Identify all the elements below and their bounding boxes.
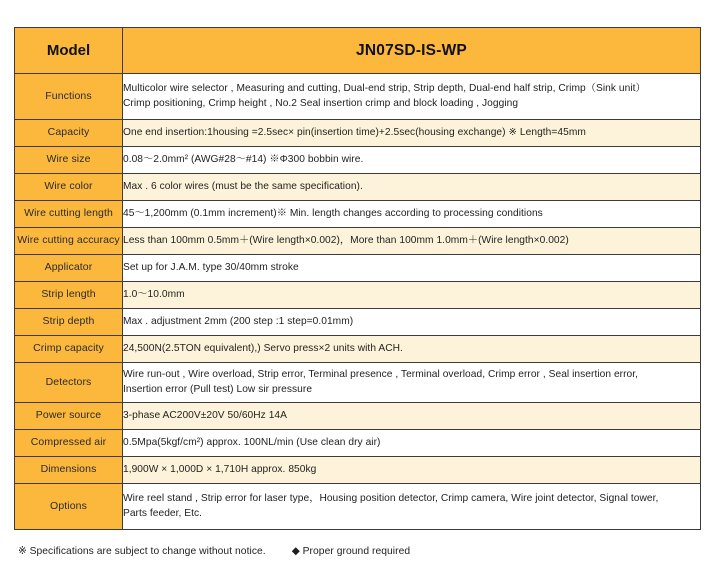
value-line: Crimp positioning, Crimp height , No.2 Seal insertion crimp and block loading , Jogging — [123, 97, 519, 109]
row-value-strip-depth: Max . adjustment 2mm (200 step :1 step=0.01mm) — [123, 309, 701, 336]
table-row-wire-cutting-accuracy — [15, 228, 701, 255]
header-model-cell: JN07SD-IS-WP — [123, 28, 701, 74]
value-line: Multicolor wire selector , Measuring and cutting, Dual-end strip, Strip depth, Dual-end half strip, Crimp（Sink unit） — [123, 82, 646, 94]
row-value-wire-color: Max . 6 color wires (must be the same specification). — [123, 174, 701, 201]
footnote-ground-note: ◆ Proper ground required — [291, 546, 411, 557]
table-row-applicator — [15, 255, 701, 282]
row-label-dimensions: Dimensions — [15, 457, 123, 484]
header-label-cell: Model — [15, 28, 123, 74]
row-value-strip-length: 1.0～10.0mm — [123, 282, 701, 309]
table-row-wire-color — [15, 174, 701, 201]
row-label-wire-cutting-length: Wire cutting length — [15, 201, 123, 228]
row-value-wire-cutting-length: 45～1,200mm (0.1mm increment)※ Min. length changes according to processing conditions — [123, 201, 701, 228]
row-value-detectors — [123, 363, 701, 403]
table-header-row — [15, 28, 701, 74]
row-value-functions — [123, 74, 701, 120]
table-row-strip-length — [15, 282, 701, 309]
row-label-capacity: Capacity — [15, 120, 123, 147]
row-value-power-source: 3-phase AC200V±20V 50/60Hz 14A — [123, 403, 701, 430]
row-label-crimp-capacity: Crimp capacity — [15, 336, 123, 363]
row-label-wire-color: Wire color — [15, 174, 123, 201]
footnote — [18, 545, 410, 557]
table-row-wire-cutting-length — [15, 201, 701, 228]
row-label-detectors: Detectors — [15, 363, 123, 403]
row-value-applicator: Set up for J.A.M. type 30/40mm stroke — [123, 255, 701, 282]
table-row-power-source — [15, 403, 701, 430]
row-label-wire-size: Wire size — [15, 147, 123, 174]
row-label-options: Options — [15, 484, 123, 530]
table-row-capacity — [15, 120, 701, 147]
table-row-compressed-air — [15, 430, 701, 457]
table-row-options — [15, 484, 701, 530]
table-row-detectors — [15, 363, 701, 403]
row-label-compressed-air: Compressed air — [15, 430, 123, 457]
row-value-capacity: One end insertion:1housing =2.5sec× pin(insertion time)+2.5sec(housing exchange) ※ Length=45mm — [123, 120, 701, 147]
table-row-crimp-capacity — [15, 336, 701, 363]
row-value-compressed-air: 0.5Mpa(5kgf/cm²) approx. 100NL/min (Use clean dry air) — [123, 430, 701, 457]
row-value-dimensions: 1,900W × 1,000D × 1,710H approx. 850kg — [123, 457, 701, 484]
value-line: Wire run-out , Wire overload, Strip error, Terminal presence , Terminal overload, Crimp error , Seal insertion error, — [123, 368, 639, 380]
table-row-dimensions — [15, 457, 701, 484]
specification-table — [14, 27, 701, 530]
row-value-options — [123, 484, 701, 530]
row-label-applicator: Applicator — [15, 255, 123, 282]
row-value-wire-cutting-accuracy: Less than 100mm 0.5mm＋(Wire length×0.002)，More than 100mm 1.0mm＋(Wire length×0.002) — [123, 228, 701, 255]
row-value-crimp-capacity: 24,500N(2.5TON equivalent),) Servo press×2 units with ACH. — [123, 336, 701, 363]
row-value-wire-size: 0.08～2.0mm² (AWG#28～#14) ※Φ300 bobbin wire. — [123, 147, 701, 174]
value-line: Insertion error (Pull test) Low sir pressure — [123, 383, 313, 395]
row-label-power-source: Power source — [15, 403, 123, 430]
row-label-strip-depth: Strip depth — [15, 309, 123, 336]
table-row-wire-size — [15, 147, 701, 174]
footnote-note: ※ Specifications are subject to change without notice. — [18, 546, 266, 557]
value-line: Wire reel stand , Strip error for laser type，Housing position detector, Crimp camera, Wire joint detector, Signal tower, — [123, 492, 659, 504]
table-row-strip-depth — [15, 309, 701, 336]
row-label-wire-cutting-accuracy: Wire cutting accuracy — [15, 228, 123, 255]
table-body — [15, 28, 701, 530]
row-label-functions: Functions — [15, 74, 123, 120]
row-label-strip-length: Strip length — [15, 282, 123, 309]
value-line: Parts feeder, Etc. — [123, 507, 203, 519]
table-row-functions — [15, 74, 701, 120]
